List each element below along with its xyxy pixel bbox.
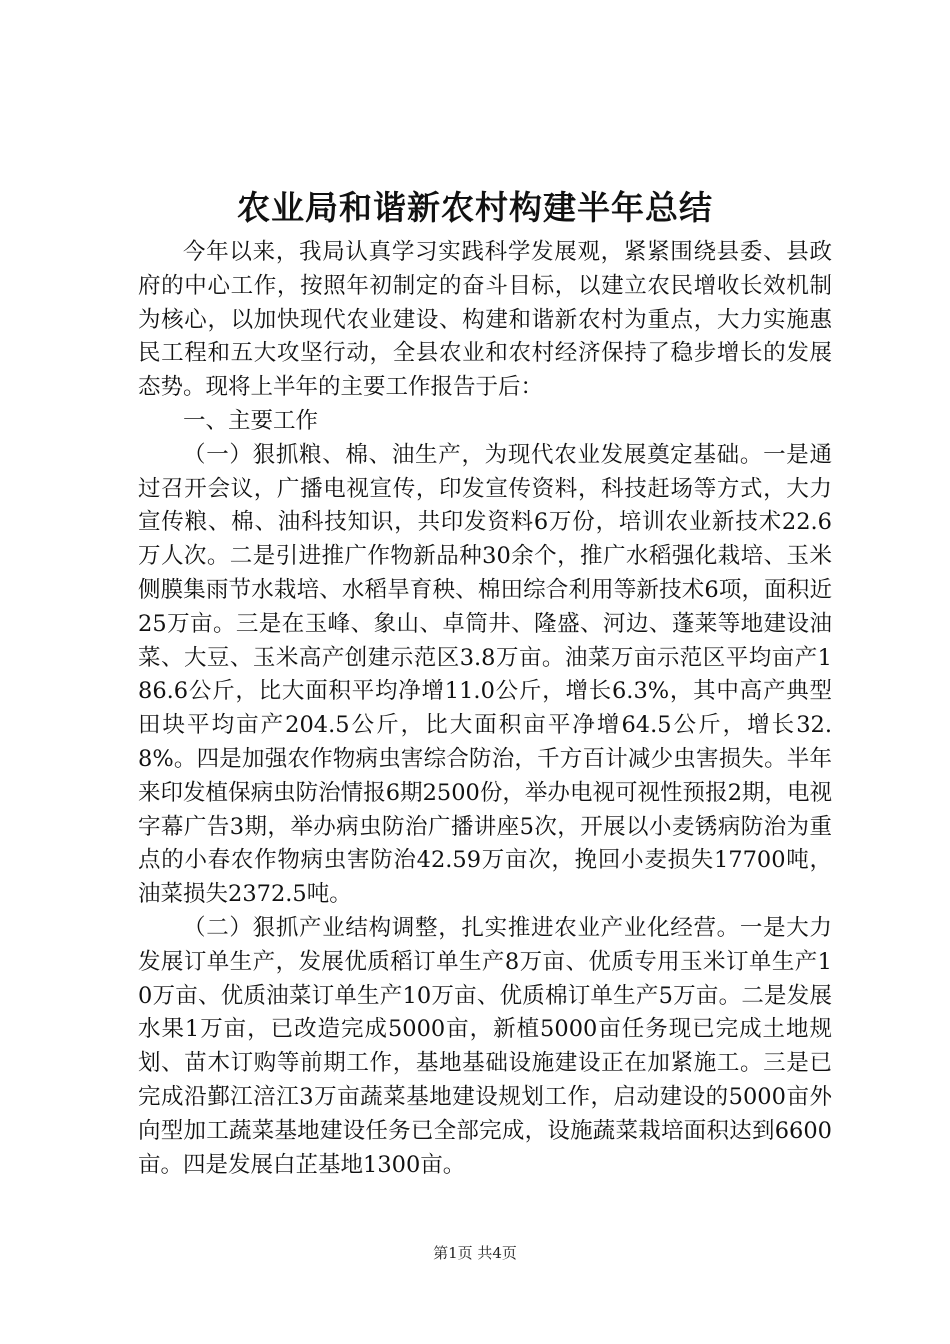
section-heading-main-work: 一、主要工作 [183, 407, 319, 434]
page-footer: 第1页 共4页 [433, 1244, 517, 1262]
paragraph-grain-cotton-oil: （一）狠抓粮、棉、油生产，为现代农业发展奠定基础。一是通过召开会议，广播电视宣传，印发宣传资料，科技赶场等方式，大力宣传粮、棉、油科技知识，共印发资料6万份，培训农业新技术22.6万人次。二是引进推广作物新品种30余个，推广水稻强化栽培、玉米侧膜集雨节水栽培、水稻旱育秧、棉田综合利用等新技术6项，面积近25万亩。三是在玉峰、象山、卓筒井、隆盛、河边、蓬莱等地建设油菜、大豆、玉米高产创建示范区3.8万亩。油菜万亩示范区平均亩产186.6公斤，比大面积平均净增11.0公斤，增长6.3%，其中高产典型田块平均亩产204.5公斤，比大面积亩平净增64.5公斤，增长32.8%。四是加强农作物病虫害综合防治，千方百计减少虫害损失。半年来印发植保病虫防治情报6期2500份，举办电视可视性预报2期，电视字幕广告3期，举办病虫防治广播讲座5次，开展以小麦锈病防治为重点的小春农作物病虫害防治42.59万亩次，挽回小麦损失17700吨，油菜损失2372.5吨。 [138, 441, 832, 908]
intro-paragraph: 今年以来，我局认真学习实践科学发展观，紧紧围绕县委、县政府的中心工作，按照年初制定的奋斗目标，以建立农民增收长效机制为核心，以加快现代农业建设、构建和谐新农村为重点，大力实施惠民工程和五大攻坚行动，全县农业和农村经济保持了稳步增长的发展态势。现将上半年的主要工作报告于后： [138, 239, 832, 401]
document-title: 农业局和谐新农村构建半年总结 [237, 188, 713, 227]
document-body [138, 236, 832, 1182]
paragraph-industry-structure: （二）狠抓产业结构调整，扎实推进农业产业化经营。一是大力发展订单生产，发展优质稻订单生产8万亩、优质专用玉米订单生产10万亩、优质油菜订单生产10万亩、优质棉订单生产5万亩。二是发展水果1万亩，已改造完成5000亩，新植5000亩任务现已完成土地规划、苗木订购等前期工作，基地基础设施建设正在加紧施工。三是已完成沿鄞江涪江3万亩蔬菜基地建设规划工作，启动建设的5000亩外向型加工蔬菜基地建设任务已全部完成，设施蔬菜栽培面积达到6600亩。四是发展白芷基地1300亩。 [138, 914, 832, 1178]
